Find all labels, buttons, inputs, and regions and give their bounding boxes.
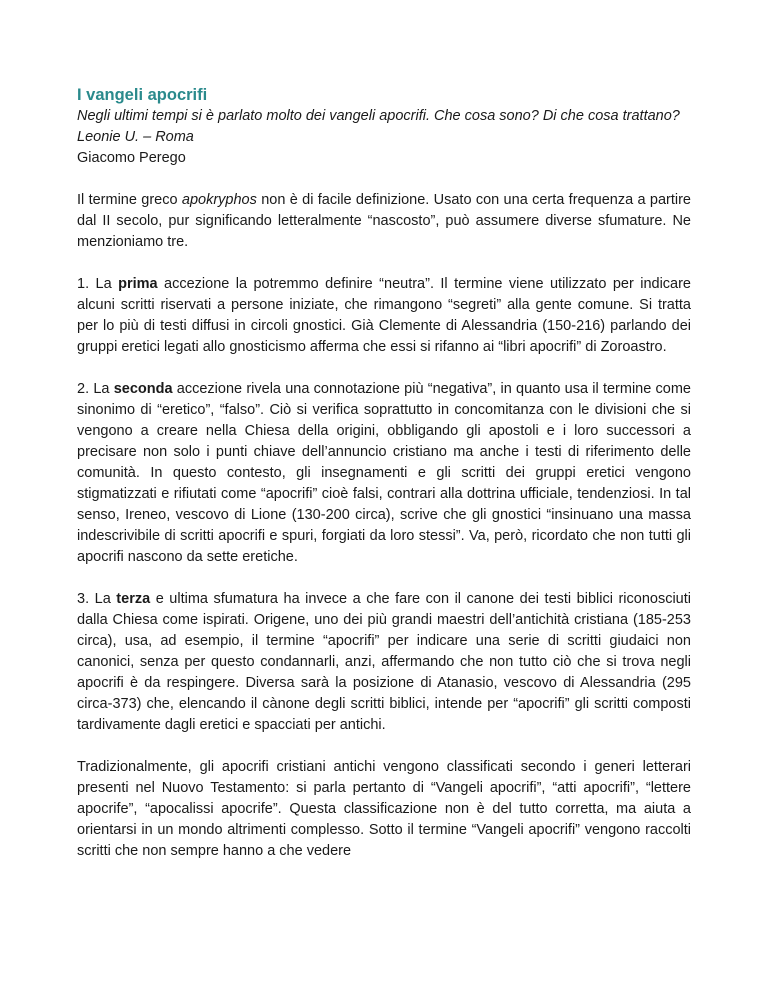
paragraph-text: Il termine greco <box>77 192 182 208</box>
paragraph-intro <box>77 190 691 253</box>
article-title: I vangeli apocrifi <box>77 86 208 104</box>
emphasis-word: terza <box>116 591 151 607</box>
reader-question: Negli ultimi tempi si è parlato molto dei vangeli apocrifi. Che cosa sono? Di che cosa trattano? Leonie U. – Roma <box>77 108 680 145</box>
paragraph-text: 3. La <box>77 591 117 607</box>
emphasis-word: prima <box>118 276 158 292</box>
paragraph-third-meaning <box>77 589 691 736</box>
paragraph-text: 1. La <box>77 276 119 292</box>
paragraph-text: Tradizionalmente, gli apocrifi cristiani antichi vengono classificati secondo i generi letterari presenti nel Nuovo Testamento: si parla pertanto di “Vangeli apocrifi”, “atti apocrifi”, “lettere apocrife”, “apocalissi apocrife”. Questa classificazione non è del tutto corretta, ma aiuta a orientarsi in un mondo altrimenti complesso. Sotto il termine “Vangeli apocrifi” vengono raccolti scritti che non sempre hanno a che vedere <box>77 759 691 859</box>
emphasis-word: seconda <box>113 381 173 397</box>
paragraph-text: e ultima sfumatura ha invece a che fare con il canone dei testi biblici riconosciuti dalla Chiesa come ispirati. Origene, uno dei più grandi maestri dell’antichità cristiana (185-253 circa), usa, ad esempio, il termine “apocrifi” per indicare una serie di scritti giudaici non canonici, senza per questo condannarli, anzi, affermando che non tutto ciò che si trova negli apocrifi è da respingere. Diversa sarà la posizione di Atanasio, vescovo di Alessandria (295 circa-373) che, elencando il cànone degli scritti biblici, intende per “apocrifi” gli scritti composti tardivamente dagli eretici e spacciati per antichi. <box>77 591 691 733</box>
author-name: Giacomo Perego <box>77 150 186 166</box>
paragraph-second-meaning <box>77 379 691 568</box>
paragraph-text: accezione la potremmo definire “neutra”. Il termine viene utilizzato per indicare alcuni scritti riservati a persone iniziate, che rimangono “segreti” alla gente comune. Si tratta per lo più di testi diffusi in circoli gnostici. Già Clemente di Alessandria (150-216) parlando dei gruppi eretici legati allo gnosticismo afferma che essi si rifanno ai “libri apocrifi” di Zoroastro. <box>77 276 691 355</box>
paragraph-text: 2. La <box>77 381 114 397</box>
paragraph-text: non è di facile definizione. Usato con una certa frequenza a partire dal II secolo, pur significando letteralmente “nascosto”, può assumere diverse sfumature. Ne menzioniamo tre. <box>77 192 691 250</box>
paragraph-text: accezione rivela una connotazione più “negativa”, in quanto usa il termine come sinonimo di “eretico”, “falso”. Ciò si verifica soprattutto in concomitanza con le divisioni che si vengono a creare nella Chiesa della origini, obbligando gli apostoli e i loro successori a precisare non solo i punti chiave dell’annuncio cristiano ma anche i testi di riferimento delle comunità. In questo contesto, gli insegnamenti e gli scritti dei gruppi eretici vengono stigmatizzati e rifiutati come “apocrifi” cioè falsi, contrari alla dottrina ufficiale, tendenziosi. In tal senso, Ireneo, vescovo di Lione (130-200 circa), scrive che gli gnostici “insinuano una massa indescrivibile di scritti apocrifi e spuri, forgiati da loro stessi”. Va, però, ricordato che non tutti gli apocrifi nascono da sette eretiche. <box>77 381 691 565</box>
paragraph-first-meaning <box>77 274 691 358</box>
paragraph-classification <box>77 757 691 862</box>
document-page <box>77 84 691 862</box>
greek-term: apokryphos <box>181 192 257 208</box>
